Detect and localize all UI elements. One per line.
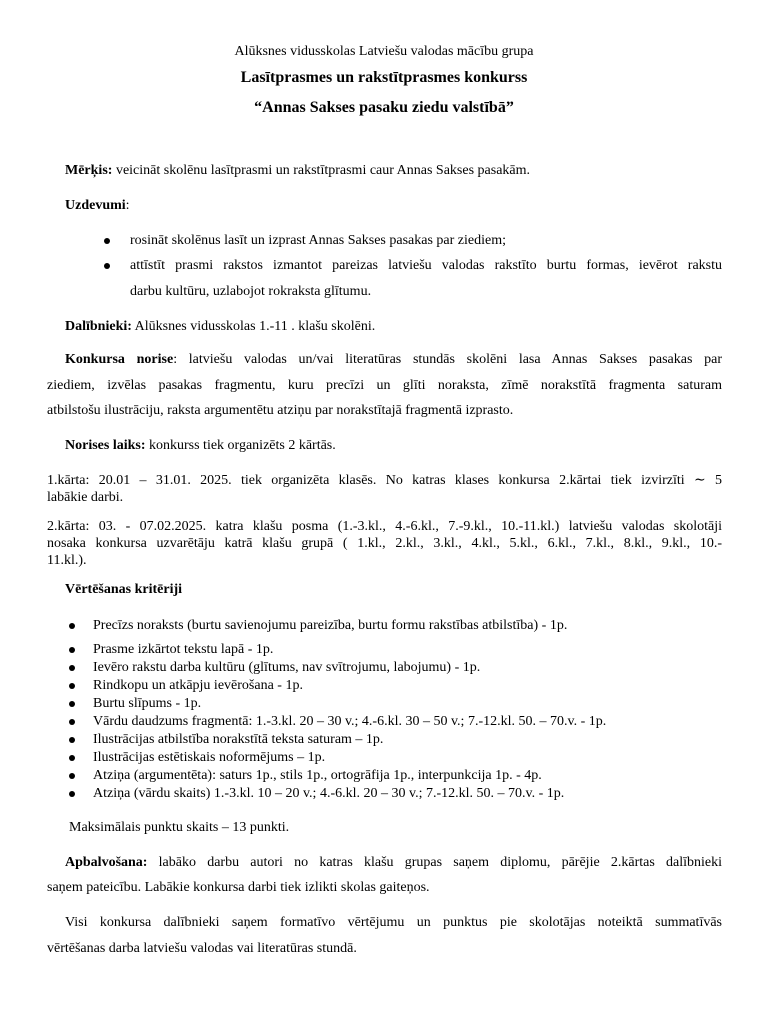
- time-label: Norises laiks:: [65, 438, 146, 453]
- bullet-icon: [69, 647, 75, 653]
- course-line-1: [47, 351, 722, 369]
- task-text: attīstīt prasmi rakstos izmantot pareizas latviešu valodas rakstīto burtu formas, ievērot rakstu: [130, 258, 722, 273]
- criterion-text: Burtu slīpums - 1p.: [93, 696, 202, 711]
- goal-paragraph: [47, 162, 722, 180]
- stage2-line-2: nosaka konkursa uzvarētāju katrā klašu grupā ( 1.kl., 2.kl., 3.kl., 4.kl., 5.kl., 6.kl., 7.kl., 8.kl., 9.kl., 10.-: [47, 536, 722, 551]
- criterion-text: Rindkopu un atkāpju ievērošana - 1p.: [93, 678, 303, 693]
- max-points: Maksimālais punktu skaits – 13 punkti.: [69, 820, 290, 835]
- bullet-icon: [69, 665, 75, 671]
- criterion-text: Atziņa (argumentēta): saturs 1p., stils 1p., ortogrāfija 1p., interpunkcija 1p. - 4p.: [93, 768, 542, 783]
- criterion-text: Vārdu daudzums fragmentā: 1.-3.kl. 20 – 30 v.; 4.-6.kl. 30 – 50 v.; 7.-12.kl. 50. – 70.v. - 1p.: [93, 714, 607, 729]
- task-text: darbu kultūru, uzlabojot rokraksta glītumu.: [130, 284, 372, 299]
- bullet-icon: [69, 701, 75, 707]
- list-item: [93, 641, 733, 658]
- time-paragraph: [47, 437, 722, 455]
- awards-text: labāko darbu autori no katras klašu grupas saņem diplomu, pārējie 2.kārtas dalībnieki: [147, 855, 722, 870]
- task-text: rosināt skolēnus lasīt un izprast Annas Sakses pasakas par ziediem;: [130, 233, 506, 248]
- course-line-2: ziediem, izvēlas pasakas fragmentu, kuru precīzi un glīti noraksta, zīmē norakstītā fragmenta saturam: [47, 378, 722, 393]
- stage1-line-2: labākie darbi.: [47, 490, 124, 505]
- stage2-line-3: 11.kl.).: [47, 553, 87, 568]
- stage1-line-1: 1.kārta: 20.01 – 31.01. 2025. tiek organizēta klasēs. No katras klases konkursa 2.kārtai tiek izvirzīti ∼ 5: [47, 473, 722, 488]
- tasks-heading: [47, 197, 722, 215]
- awards-line-2: saņem pateicību. Labākie konkursa darbi tiek izlikti skolas gaiteņos.: [47, 880, 430, 895]
- document-title: Lasītprasmes un rakstītprasmes konkurss: [240, 69, 528, 86]
- bullet-icon: [69, 773, 75, 779]
- criterion-text: Precīzs noraksts (burtu savienojumu pareizība, burtu formu rakstības atbilstība) - 1p.: [93, 618, 568, 633]
- goal-text: veicināt skolēnu lasītprasmi un rakstītprasmi caur Annas Sakses pasakām.: [112, 163, 531, 178]
- course-line-3: atbilstošu ilustrāciju, raksta argumentētu atziņu par norakstītajā fragmentā izprasto.: [47, 403, 514, 418]
- stage2-line-1: 2.kārta: 03. - 07.02.2025. katra klašu posma (1.-3.kl., 4.-6.kl., 7.-9.kl., 10.-11.kl.) latviešu valodas skolotāji: [47, 519, 722, 534]
- bullet-icon: [69, 719, 75, 725]
- list-item: [93, 749, 733, 766]
- organization-line: Alūksnes vidusskolas Latviešu valodas mācību grupa: [234, 44, 534, 59]
- list-item: [93, 677, 733, 694]
- awards-label: Apbalvošana:: [65, 855, 148, 870]
- list-item: [93, 785, 733, 802]
- closing-line-1: Visi konkursa dalībnieki saņem formatīvo vērtējumu un punktus pie skolotājas noteiktā summatīvās: [65, 915, 722, 930]
- tasks-label: Uzdevumi: [65, 198, 126, 213]
- course-text: : latviešu valodas un/vai literatūras stundās skolēni lasa Annas Sakses pasakas par: [173, 352, 722, 367]
- criterion-text: Prasme izkārtot tekstu lapā - 1p.: [93, 642, 274, 657]
- criterion-text: Atziņa (vārdu skaits) 1.-3.kl. 10 – 20 v.; 4.-6.kl. 20 – 30 v.; 7.-12.kl. 50. – 70.v. - 1p.: [93, 786, 565, 801]
- bullet-icon: [69, 623, 75, 629]
- participants-text: Alūksnes vidusskolas 1.-11 . klašu skolēni.: [131, 319, 376, 334]
- list-item: [93, 731, 733, 748]
- bullet-icon: [69, 755, 75, 761]
- awards-line-1: [47, 854, 722, 872]
- criterion-text: Ilustrācijas atbilstība norakstītā teksta saturam – 1p.: [93, 732, 384, 747]
- bullet-icon: [104, 238, 110, 244]
- goal-label: Mērķis:: [65, 163, 113, 178]
- participants-paragraph: [47, 318, 722, 336]
- list-item: [93, 695, 733, 712]
- list-item: [93, 767, 733, 784]
- document-subtitle: “Annas Sakses pasaku ziedu valstībā”: [254, 99, 514, 116]
- time-text: konkurss tiek organizēts 2 kārtās.: [145, 438, 336, 453]
- bullet-icon: [69, 683, 75, 689]
- tasks-colon: :: [125, 198, 130, 213]
- participants-label: Dalībnieki:: [65, 319, 132, 334]
- criteria-heading: Vērtēšanas kritēriji: [65, 582, 183, 597]
- bullet-icon: [69, 737, 75, 743]
- criterion-text: Ievēro rakstu darba kultūru (glītums, nav svītrojumu, labojumu) - 1p.: [93, 660, 481, 675]
- bullet-icon: [69, 791, 75, 797]
- bullet-icon: [104, 263, 110, 269]
- criterion-text: Ilustrācijas estētiskais noformējums – 1p.: [93, 750, 326, 765]
- list-item: [93, 659, 733, 676]
- closing-line-2: vērtēšanas darba latviešu valodas vai literatūras stundā.: [47, 941, 357, 956]
- list-item: [93, 617, 733, 634]
- course-label: Konkursa norise: [65, 352, 174, 367]
- list-item: [93, 713, 733, 730]
